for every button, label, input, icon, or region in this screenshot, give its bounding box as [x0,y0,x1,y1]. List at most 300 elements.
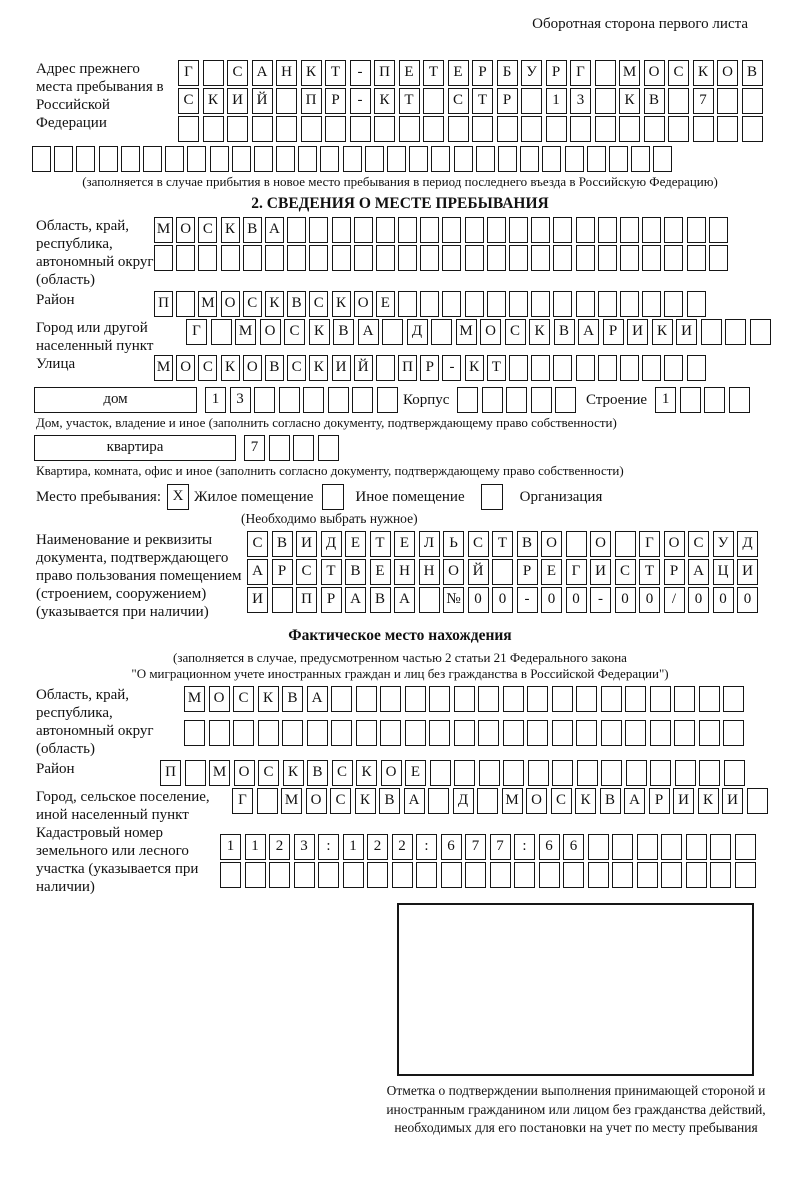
char-box[interactable] [620,291,639,317]
char-box[interactable] [472,116,493,142]
char-box[interactable] [664,245,683,271]
char-box[interactable] [509,245,528,271]
char-box[interactable] [503,760,524,786]
char-box[interactable]: И [673,788,694,814]
char-box[interactable] [552,720,573,746]
char-box[interactable]: В [282,686,303,712]
char-box[interactable]: А [688,559,709,585]
char-box[interactable] [521,88,542,114]
char-box[interactable] [527,686,548,712]
char-box[interactable]: К [529,319,550,345]
char-box[interactable] [664,217,683,243]
char-box[interactable] [279,387,300,413]
char-box[interactable] [377,387,398,413]
char-box[interactable] [735,862,756,888]
char-box[interactable]: Т [399,88,420,114]
char-box[interactable] [465,217,484,243]
char-box[interactable] [220,862,241,888]
char-box[interactable]: О [176,355,195,381]
char-box[interactable]: А [247,559,268,585]
char-box[interactable]: С [227,60,248,86]
char-box[interactable] [620,245,639,271]
char-box[interactable]: В [517,531,538,557]
char-box[interactable] [724,760,745,786]
char-box[interactable] [642,291,661,317]
char-box[interactable]: С [178,88,199,114]
char-box[interactable]: С [688,531,709,557]
char-box[interactable]: Р [272,559,293,585]
char-box[interactable] [650,686,671,712]
char-box[interactable] [479,760,500,786]
char-box[interactable] [380,686,401,712]
char-box[interactable]: М [209,760,230,786]
char-box[interactable] [680,387,701,413]
char-box[interactable]: В [379,788,400,814]
char-box[interactable]: Р [664,559,685,585]
char-box[interactable] [143,146,162,172]
char-box[interactable]: 1 [220,834,241,860]
char-box[interactable] [735,834,756,860]
char-box[interactable] [209,720,230,746]
char-box[interactable]: П [301,88,322,114]
char-box[interactable] [531,245,550,271]
char-box[interactable]: С [615,559,636,585]
char-box[interactable]: Р [497,88,518,114]
char-box[interactable] [576,355,595,381]
char-box[interactable] [350,116,371,142]
char-box[interactable]: 1 [205,387,226,413]
char-box[interactable]: 1 [245,834,266,860]
char-box[interactable] [509,291,528,317]
char-box[interactable] [454,146,473,172]
char-box[interactable]: 0 [713,587,734,613]
char-box[interactable] [254,146,273,172]
char-box[interactable] [598,355,617,381]
char-box[interactable] [399,116,420,142]
char-box[interactable] [693,116,714,142]
char-box[interactable] [423,116,444,142]
char-box[interactable]: А [252,60,273,86]
char-box[interactable] [686,834,707,860]
char-box[interactable]: : [514,834,535,860]
char-box[interactable]: О [644,60,665,86]
char-box[interactable]: Р [472,60,493,86]
char-box[interactable]: К [693,60,714,86]
char-box[interactable] [686,862,707,888]
char-box[interactable] [380,720,401,746]
char-box[interactable]: С [551,788,572,814]
char-box[interactable] [428,788,449,814]
char-box[interactable] [243,245,262,271]
char-box[interactable] [454,720,475,746]
char-box[interactable]: - [517,587,538,613]
char-box[interactable] [320,146,339,172]
char-box[interactable] [276,116,297,142]
char-box[interactable] [298,146,317,172]
char-box[interactable]: 0 [492,587,513,613]
char-box[interactable]: А [624,788,645,814]
char-box[interactable] [54,146,73,172]
char-box[interactable] [356,686,377,712]
char-box[interactable] [478,720,499,746]
char-box[interactable] [553,355,572,381]
char-box[interactable]: Б [497,60,518,86]
char-box[interactable]: К [374,88,395,114]
char-box[interactable] [121,146,140,172]
char-box[interactable]: Р [321,587,342,613]
char-box[interactable]: В [287,291,306,317]
char-box[interactable] [254,387,275,413]
char-box[interactable]: П [296,587,317,613]
char-box[interactable] [430,760,451,786]
char-box[interactable]: О [354,291,373,317]
char-box[interactable]: И [722,788,743,814]
char-box[interactable]: М [619,60,640,86]
char-box[interactable] [619,116,640,142]
char-box[interactable] [420,245,439,271]
char-box[interactable]: Н [394,559,415,585]
char-box[interactable]: К [258,686,279,712]
char-box[interactable] [419,587,440,613]
char-box[interactable] [301,116,322,142]
char-box[interactable] [729,387,750,413]
char-box[interactable] [420,217,439,243]
char-box[interactable]: М [154,217,173,243]
char-box[interactable] [637,834,658,860]
char-box[interactable] [154,245,173,271]
char-box[interactable] [576,720,597,746]
char-box[interactable] [374,116,395,142]
char-box[interactable] [644,116,665,142]
char-box[interactable] [457,387,478,413]
char-box[interactable]: Е [370,559,391,585]
char-box[interactable] [642,355,661,381]
char-box[interactable] [699,760,720,786]
char-box[interactable] [531,355,550,381]
char-box[interactable] [487,291,506,317]
char-box[interactable] [520,146,539,172]
char-box[interactable]: Р [649,788,670,814]
char-box[interactable]: 0 [566,587,587,613]
char-box[interactable] [566,531,587,557]
char-box[interactable] [552,760,573,786]
char-box[interactable] [331,720,352,746]
char-box[interactable] [245,862,266,888]
char-box[interactable]: 0 [615,587,636,613]
checkbox-organization[interactable] [481,484,503,510]
char-box[interactable] [717,88,738,114]
char-box[interactable] [178,116,199,142]
char-box[interactable] [620,355,639,381]
char-box[interactable]: Й [252,88,273,114]
char-box[interactable]: В [644,88,665,114]
char-box[interactable] [32,146,51,172]
char-box[interactable]: А [307,686,328,712]
char-box[interactable] [588,862,609,888]
char-box[interactable] [642,245,661,271]
char-box[interactable]: - [350,88,371,114]
char-box[interactable]: М [198,291,217,317]
char-box[interactable]: К [356,760,377,786]
char-box[interactable]: П [374,60,395,86]
char-box[interactable] [674,686,695,712]
char-box[interactable]: К [203,88,224,114]
char-box[interactable]: О [306,788,327,814]
char-box[interactable]: Й [468,559,489,585]
char-box[interactable]: В [600,788,621,814]
char-box[interactable] [642,217,661,243]
char-box[interactable] [309,245,328,271]
char-box[interactable]: Е [541,559,562,585]
char-box[interactable] [176,291,195,317]
char-box[interactable] [704,387,725,413]
char-box[interactable] [465,862,486,888]
char-box[interactable]: В [345,559,366,585]
char-box[interactable] [609,146,628,172]
char-box[interactable]: Р [603,319,624,345]
char-box[interactable] [187,146,206,172]
char-box[interactable]: Т [487,355,506,381]
char-box[interactable] [276,146,295,172]
char-box[interactable] [687,217,706,243]
char-box[interactable]: С [284,319,305,345]
char-box[interactable]: И [590,559,611,585]
char-box[interactable]: С [296,559,317,585]
char-box[interactable]: 3 [230,387,251,413]
char-box[interactable] [232,146,251,172]
char-box[interactable]: М [281,788,302,814]
char-box[interactable] [546,116,567,142]
char-box[interactable] [269,435,290,461]
char-box[interactable] [661,834,682,860]
char-box[interactable]: В [742,60,763,86]
char-box[interactable] [454,686,475,712]
char-box[interactable] [293,435,314,461]
char-box[interactable] [252,116,273,142]
char-box[interactable] [376,217,395,243]
char-box[interactable] [687,355,706,381]
char-box[interactable] [184,720,205,746]
char-box[interactable] [431,146,450,172]
char-box[interactable]: Е [399,60,420,86]
char-box[interactable]: А [345,587,366,613]
char-box[interactable] [367,862,388,888]
char-box[interactable]: Г [232,788,253,814]
char-box[interactable]: О [176,217,195,243]
char-box[interactable]: Г [178,60,199,86]
char-box[interactable] [587,146,606,172]
char-box[interactable]: О [260,319,281,345]
char-box[interactable] [742,116,763,142]
char-box[interactable] [233,720,254,746]
char-box[interactable] [382,319,403,345]
char-box[interactable] [598,245,617,271]
char-box[interactable]: Д [321,531,342,557]
char-box[interactable] [710,834,731,860]
char-box[interactable]: Г [570,60,591,86]
char-box[interactable]: Е [405,760,426,786]
char-box[interactable] [99,146,118,172]
char-box[interactable] [442,245,461,271]
char-box[interactable] [487,245,506,271]
char-box[interactable]: Е [376,291,395,317]
char-box[interactable]: Т [325,60,346,86]
char-box[interactable] [527,720,548,746]
char-box[interactable] [650,760,671,786]
char-box[interactable] [398,217,417,243]
char-box[interactable] [687,291,706,317]
char-box[interactable] [542,146,561,172]
char-box[interactable] [553,291,572,317]
char-box[interactable] [576,245,595,271]
char-box[interactable] [448,116,469,142]
char-box[interactable] [625,686,646,712]
char-box[interactable] [405,720,426,746]
char-box[interactable]: С [448,88,469,114]
char-box[interactable] [257,788,278,814]
char-box[interactable] [318,435,339,461]
char-box[interactable]: 2 [392,834,413,860]
char-box[interactable] [287,245,306,271]
char-box[interactable] [598,291,617,317]
char-box[interactable] [392,862,413,888]
char-box[interactable]: В [265,355,284,381]
char-box[interactable] [723,720,744,746]
char-box[interactable] [650,720,671,746]
char-box[interactable]: 0 [468,587,489,613]
char-box[interactable]: П [154,291,173,317]
char-box[interactable] [675,760,696,786]
char-box[interactable] [612,862,633,888]
char-box[interactable]: К [332,291,351,317]
char-box[interactable] [601,686,622,712]
char-box[interactable] [198,245,217,271]
char-box[interactable]: К [465,355,484,381]
char-box[interactable]: С [668,60,689,86]
char-box[interactable]: Р [420,355,439,381]
char-box[interactable] [478,686,499,712]
char-box[interactable]: Е [394,531,415,557]
char-box[interactable]: М [456,319,477,345]
char-box[interactable] [576,686,597,712]
char-box[interactable] [356,720,377,746]
char-box[interactable] [553,245,572,271]
char-box[interactable]: У [713,531,734,557]
char-box[interactable] [76,146,95,172]
char-box[interactable]: 7 [465,834,486,860]
char-box[interactable]: И [227,88,248,114]
char-box[interactable] [674,720,695,746]
char-box[interactable] [563,862,584,888]
char-box[interactable]: С [198,217,217,243]
char-box[interactable] [307,720,328,746]
char-box[interactable] [398,291,417,317]
char-box[interactable] [503,686,524,712]
char-box[interactable] [553,217,572,243]
char-box[interactable]: Д [737,531,758,557]
char-box[interactable]: Г [566,559,587,585]
char-box[interactable]: О [664,531,685,557]
char-box[interactable]: В [272,531,293,557]
char-box[interactable] [595,88,616,114]
char-box[interactable] [265,245,284,271]
char-box[interactable]: Ц [713,559,734,585]
char-box[interactable] [509,355,528,381]
char-box[interactable] [497,116,518,142]
char-box[interactable]: И [676,319,697,345]
char-box[interactable]: Н [276,60,297,86]
char-box[interactable]: 2 [367,834,388,860]
char-box[interactable] [429,686,450,712]
char-box[interactable]: 3 [570,88,591,114]
char-box[interactable] [409,146,428,172]
char-box[interactable]: 0 [541,587,562,613]
char-box[interactable] [343,862,364,888]
char-box[interactable] [664,291,683,317]
char-box[interactable]: А [358,319,379,345]
char-box[interactable] [442,291,461,317]
char-box[interactable] [454,760,475,786]
char-box[interactable] [332,217,351,243]
char-box[interactable]: - [442,355,461,381]
char-box[interactable] [598,217,617,243]
char-box[interactable] [555,387,576,413]
char-box[interactable] [552,686,573,712]
char-box[interactable]: В [554,319,575,345]
char-box[interactable]: Т [370,531,391,557]
char-box[interactable]: 6 [441,834,462,860]
char-box[interactable]: 6 [563,834,584,860]
char-box[interactable] [664,355,683,381]
checkbox-other-premises[interactable] [322,484,344,510]
char-box[interactable] [750,319,771,345]
char-box[interactable] [376,245,395,271]
char-box[interactable]: Т [639,559,660,585]
char-box[interactable] [165,146,184,172]
char-box[interactable]: С [247,531,268,557]
char-box[interactable] [625,720,646,746]
char-box[interactable]: С [332,760,353,786]
char-box[interactable]: 7 [490,834,511,860]
char-box[interactable]: 0 [688,587,709,613]
char-box[interactable] [631,146,650,172]
char-box[interactable]: В [307,760,328,786]
char-box[interactable]: С [258,760,279,786]
char-box[interactable]: У [521,60,542,86]
char-box[interactable] [227,116,248,142]
char-box[interactable]: 7 [244,435,265,461]
char-box[interactable] [442,217,461,243]
char-box[interactable] [482,387,503,413]
char-box[interactable] [332,245,351,271]
char-box[interactable]: С [287,355,306,381]
char-box[interactable] [309,217,328,243]
char-box[interactable]: / [664,587,685,613]
char-box[interactable] [653,146,672,172]
char-box[interactable]: А [265,217,284,243]
char-box[interactable] [531,387,552,413]
char-box[interactable] [441,862,462,888]
char-box[interactable] [492,559,513,585]
char-box[interactable]: К [355,788,376,814]
char-box[interactable] [210,146,229,172]
char-box[interactable]: Т [472,88,493,114]
char-box[interactable] [429,720,450,746]
char-box[interactable]: М [184,686,205,712]
char-box[interactable]: О [209,686,230,712]
char-box[interactable] [595,116,616,142]
char-box[interactable] [423,88,444,114]
